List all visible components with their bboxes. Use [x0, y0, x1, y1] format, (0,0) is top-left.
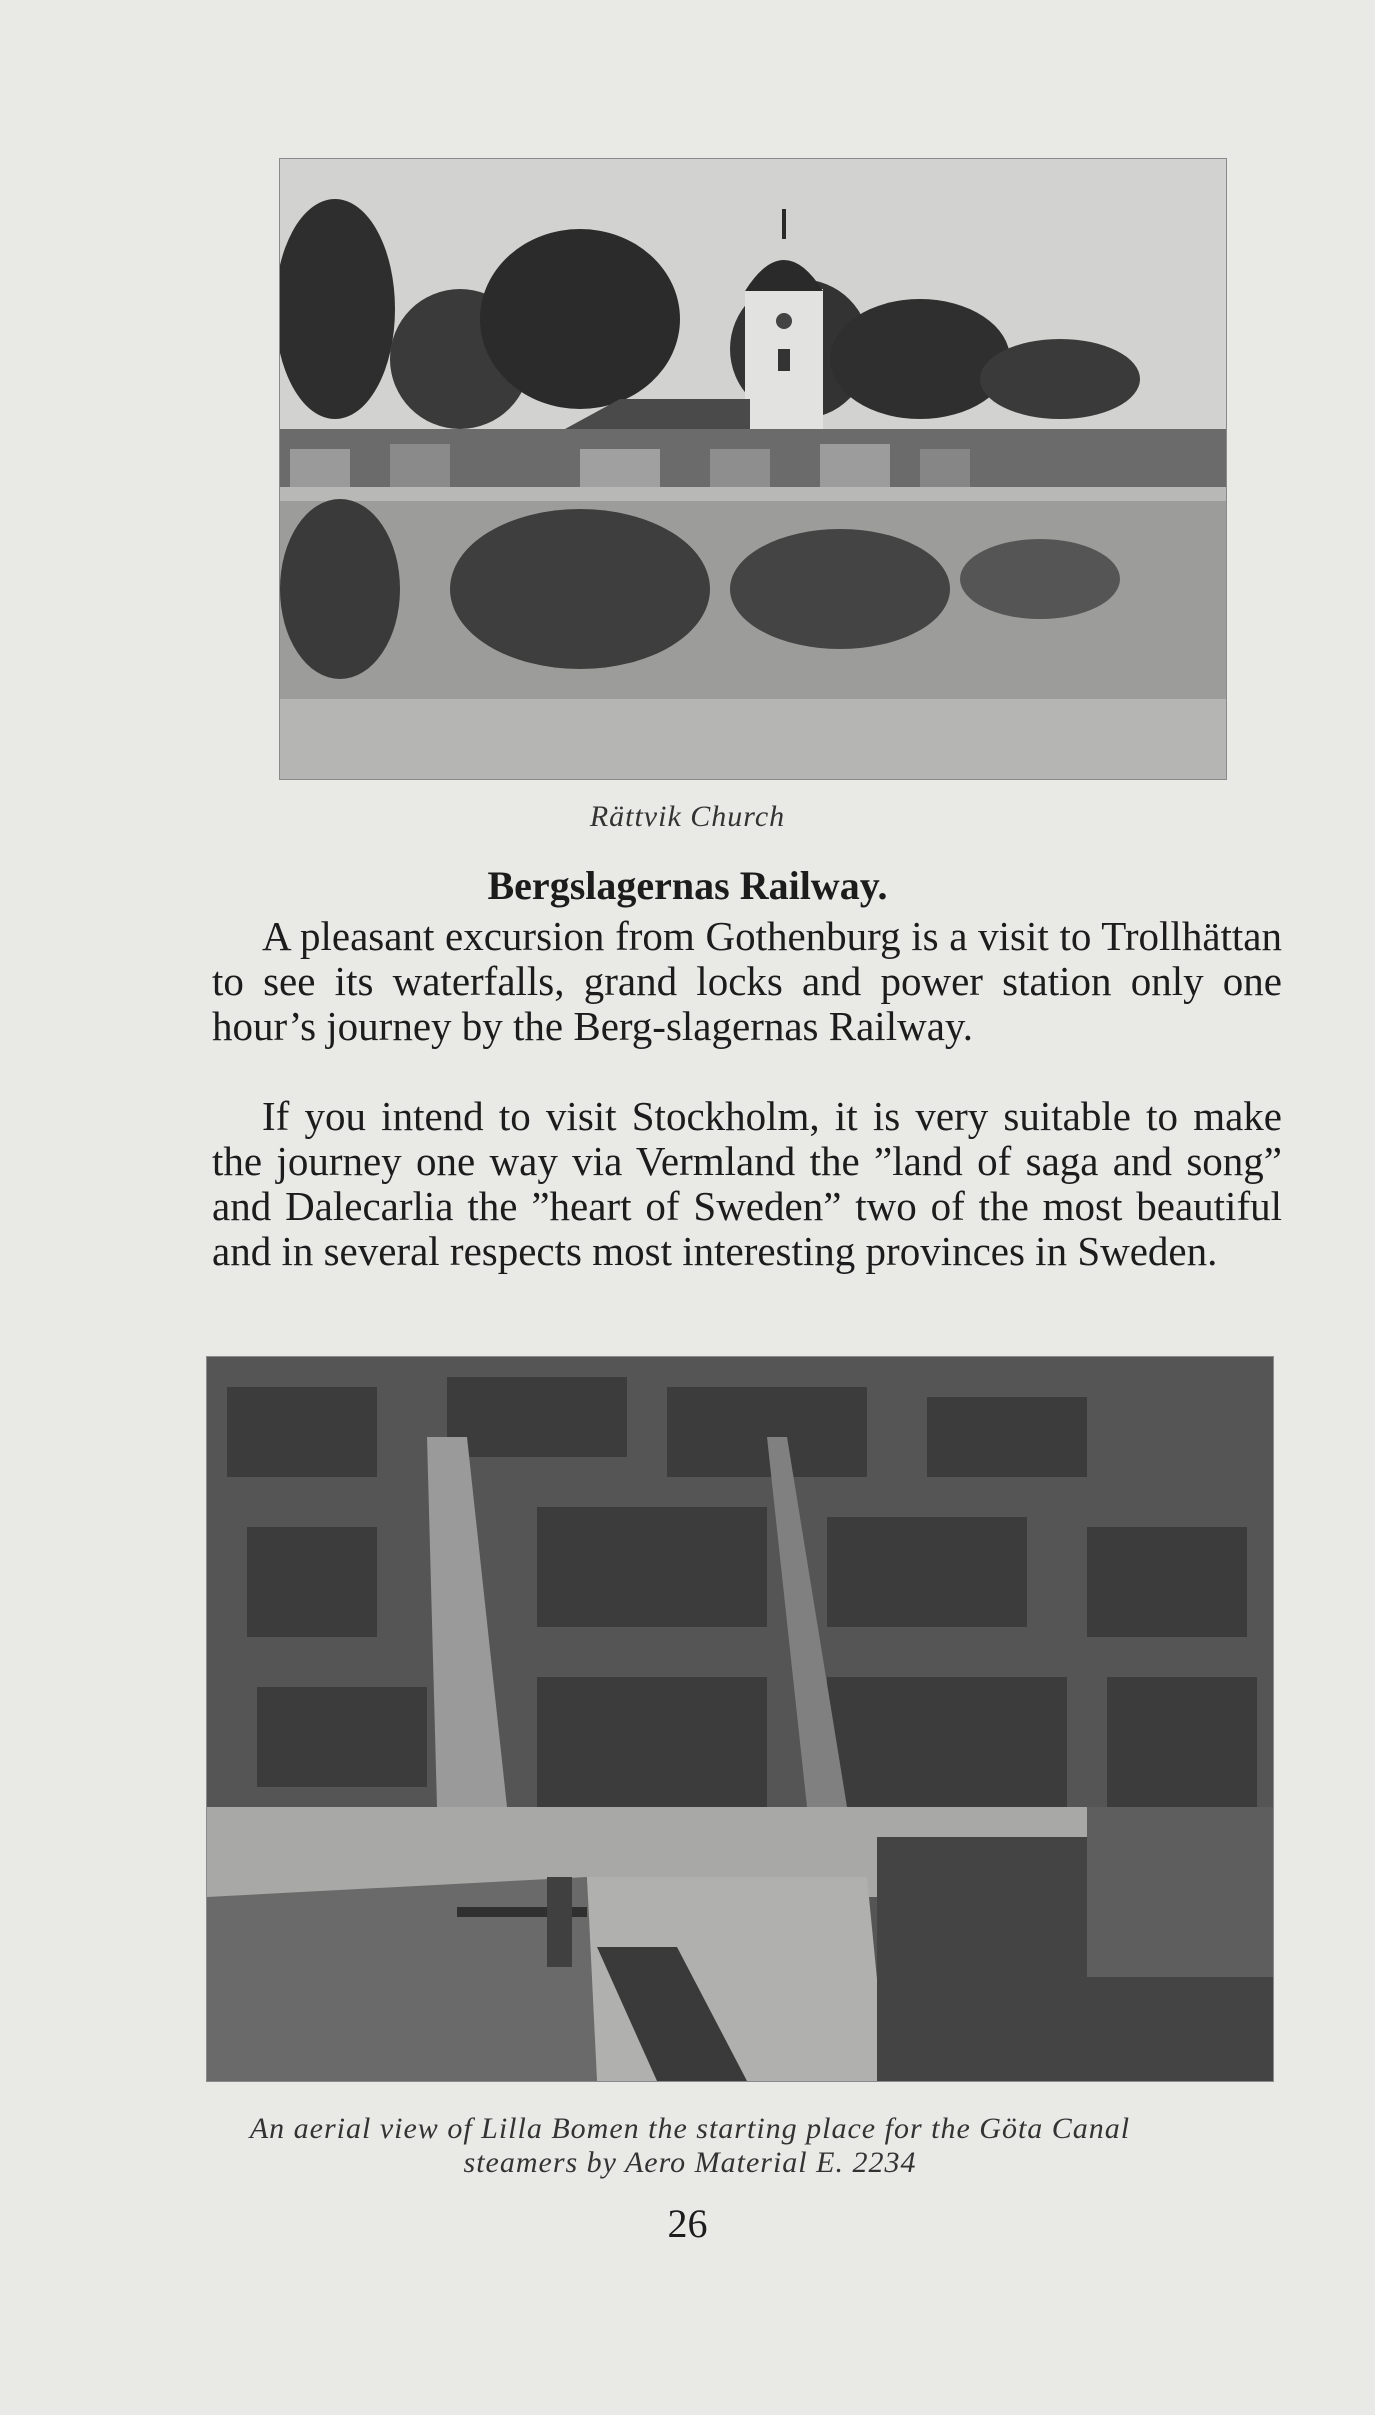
rattvik-church-photo [279, 158, 1227, 780]
page-number: 26 [667, 2201, 708, 2246]
aerial-caption: An aerial view of Lilla Bomen the starting place for the Göta Canal steamers by Aero Material E. 2234 [249, 2112, 1131, 2179]
church-caption: Rättvik Church [589, 800, 786, 833]
paragraph: A pleasant excursion from Gothenburg is a visit to Trollhättan to see its waterfalls, grand locks and power station only one hour’s journey by the Berg-slagernas Railway. [212, 913, 1282, 1049]
section-heading: Bergslagernas Railway. [487, 863, 888, 908]
aerial-view-photo [206, 1356, 1274, 2082]
aerial-photo-illustration [207, 1357, 1273, 2081]
church-photo-illustration [280, 159, 1226, 779]
paragraph: If you intend to visit Stockholm, it is very suitable to make the journey one way via Vermland the ”land of saga and song” and Dalecarlia the ”heart of Sweden” two of the most beautiful and in several respects most interesting provinces in Sweden. [212, 1093, 1282, 1274]
